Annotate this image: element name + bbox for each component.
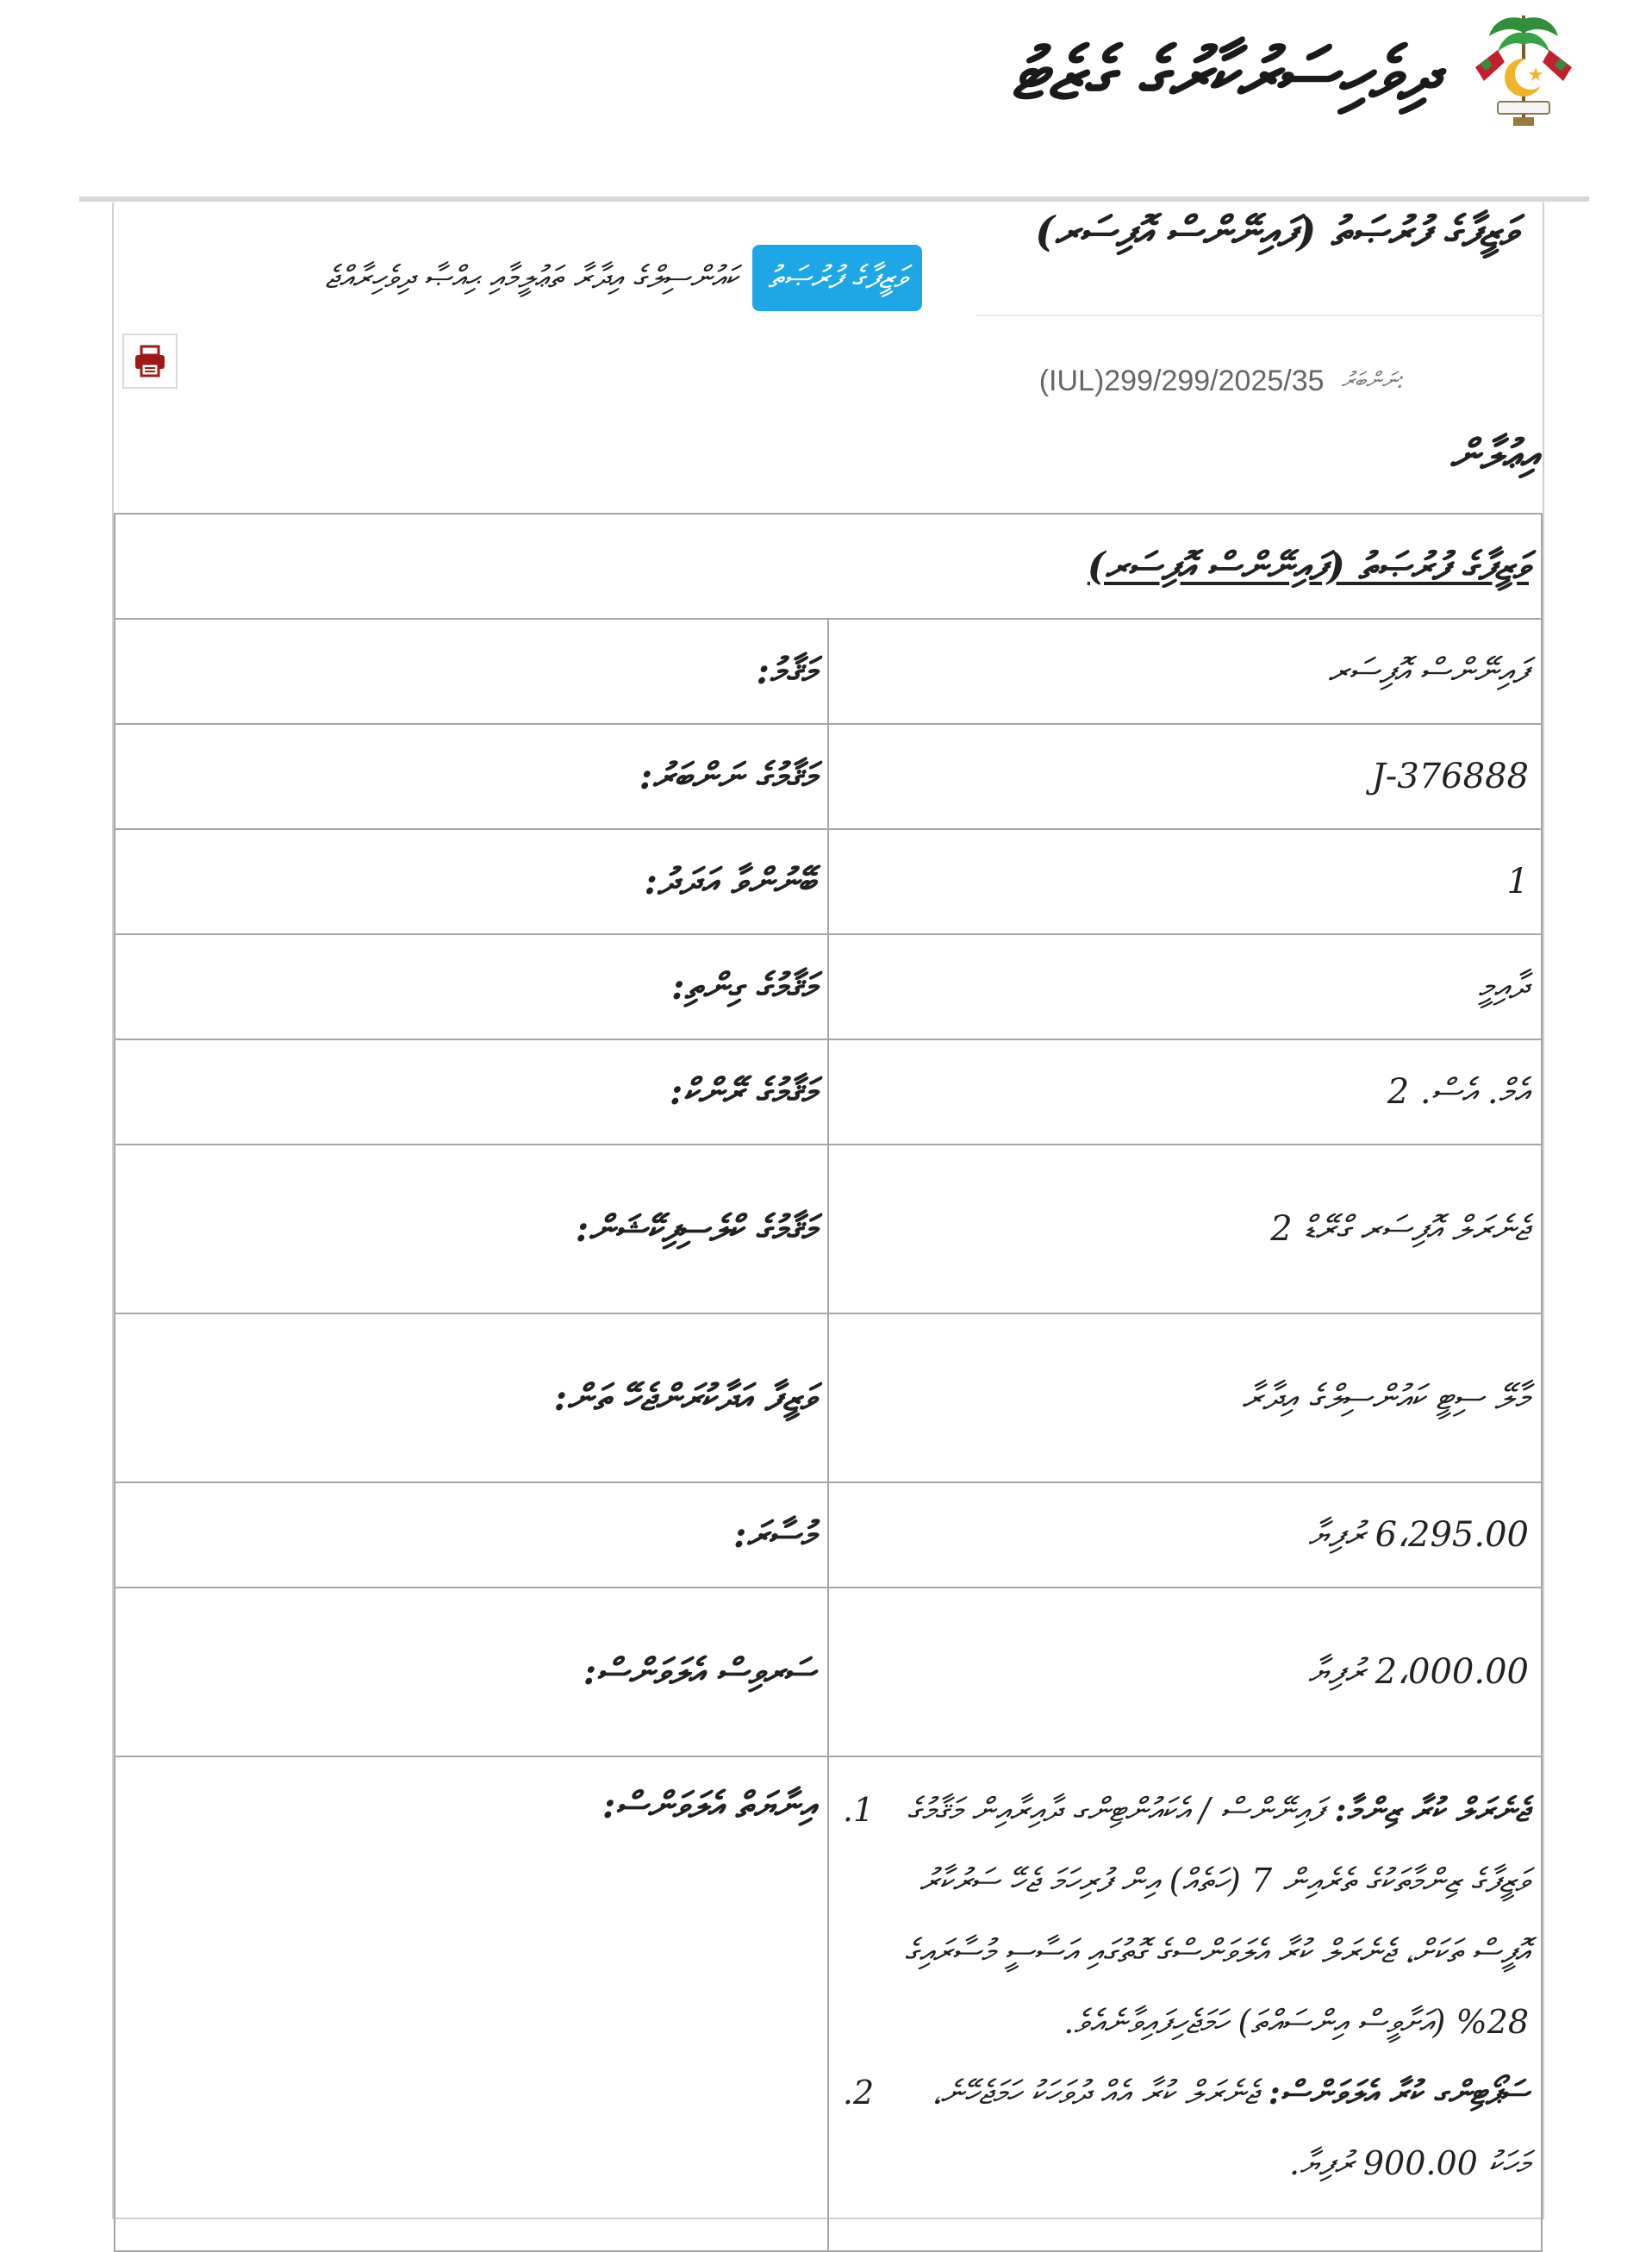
- site-title: ދިވެހިސަރުކާރުގެ ގެޒެޓު: [1011, 33, 1437, 115]
- item-number: 2.: [842, 2074, 875, 2112]
- row-value: 6،295.00 ރުފިޔާ: [828, 1482, 1542, 1588]
- row-label: މަޤާމުގެ ގިންތި:: [115, 934, 828, 1039]
- allowances-row: [115, 1756, 1542, 2251]
- reference-line: [1039, 365, 1405, 398]
- table-row: [115, 1588, 1542, 1756]
- table-row: [115, 934, 1542, 1039]
- reference-number: (IUL)299/299/2025/35: [1038, 365, 1325, 397]
- details-title: ވަޒީފާގެ ފުރުޞަތު (ފައިނޭންސް އޮފިސަރ): [115, 514, 1542, 619]
- row-value: 2،000.00 ރުފިޔާ: [828, 1588, 1542, 1756]
- table-row: [115, 1482, 1542, 1588]
- header-divider: [79, 197, 1589, 202]
- row-label: މަޤާމުގެ ނަންބަރު:: [115, 724, 828, 829]
- allowances-cell: [828, 1756, 1542, 2251]
- list-item: [841, 2057, 1529, 2199]
- job-title: ވަޒީފާގެ ފުރުޞަތު (ފައިނޭންސް އޮފިސަރ): [1035, 208, 1517, 256]
- maldives-state-emblem-icon: [1463, 10, 1584, 133]
- category-tag[interactable]: ވަޒީފާގެ ފުރުޞަތު: [752, 245, 922, 311]
- item-number: 1.: [842, 1791, 875, 1829]
- table-row: [115, 1313, 1542, 1482]
- row-value: J-376888: [828, 724, 1542, 829]
- table-row: [115, 1145, 1542, 1313]
- item-text: ފައިނޭންސް / އެކައުންޓިންގ ދާއިރާއިން މަޤާމުގެ ވަޒީފާގެ ޒިންމާތަކުގެ ތެރެއިން 7 (ހަތެއް) އިން ފުރިހަމަ ޖެހޭ ސަރުކާރު އޮފީސް ތަކަށް، ޖެނެރަލް ކުރާ އެލަވަންސްގެ ގޮތުގައި އަސާސީ މުސާރައިގެ 28% (އަށާވީސް އިންސައްތަ) ހަމަޖެހިފައިވާނެއެވެ.: [904, 1791, 1529, 2041]
- table-row: [115, 619, 1542, 724]
- table-row: [115, 724, 1542, 829]
- row-value: 1: [828, 829, 1542, 934]
- allowances-label: އިނާޔަތް އެލަވަންސް:: [115, 1756, 828, 2251]
- item-text: ޖެނެރަލް ކުރާ އެއް ދުވަހަކު ހަމަޖެހޭނެ، މަހަކު 900.00 ރުފިޔާ.: [932, 2074, 1529, 2182]
- printer-icon: [134, 345, 166, 377]
- reference-label: ނަންބަރު:: [1341, 368, 1405, 394]
- item-lead: ސަޕޯޓިންގ ކުރާ އެލަވަންސް:: [1268, 2073, 1529, 2112]
- table-row: [115, 1039, 1542, 1145]
- details-title-row: [115, 514, 1542, 619]
- row-label: މަޤާމު:: [115, 619, 828, 724]
- item-lead: ޖެނެރަލް ކުރާ ޒިންމާ:: [1334, 1790, 1529, 1829]
- job-card: [112, 203, 1544, 2219]
- row-value: ދާއިމީ: [828, 934, 1542, 1039]
- row-label: ބޭނުންވާ އަދަދު:: [115, 829, 828, 934]
- details-table: [114, 513, 1543, 2252]
- row-value: ޖެނެރަލް އޮފިސަރ ގްރޭޑް 2: [828, 1145, 1542, 1313]
- office-line: [129, 239, 922, 318]
- row-value: އެމް. އެސް. 2: [828, 1039, 1542, 1145]
- table-row: [115, 829, 1542, 934]
- list-item: [841, 1775, 1529, 2057]
- row-value: މާލޭ ސިޓީ ކައުންސިލްގެ އިދާރާ: [828, 1313, 1542, 1482]
- row-label: ވަޒީފާ އަދާކުރަންޖެހޭ ތަން:: [115, 1313, 828, 1482]
- office-name: ކައުންސިލްގެ އިދާރާ ތަޢުލީމާއި ޙިއްޞާ ދިވެހިރާއްޖެ: [325, 260, 738, 296]
- allowances-list: [841, 1757, 1529, 2250]
- row-value: ފައިނޭންސް އޮފިސަރ: [828, 619, 1542, 724]
- title-divider: [976, 315, 1544, 316]
- row-label: މަޤާމުގެ ކްލެސިފިކޭޝަން:: [115, 1145, 828, 1313]
- section-heading: އިޢުލާން: [1449, 431, 1539, 479]
- row-label: މަޤާމުގެ ރޭންކް:: [115, 1039, 828, 1145]
- print-button[interactable]: [122, 334, 178, 389]
- row-label: މުސާރަ:: [115, 1482, 828, 1588]
- site-header: [0, 0, 1652, 172]
- row-label: ސަރވިސް އެލަވަންސް:: [115, 1588, 828, 1756]
